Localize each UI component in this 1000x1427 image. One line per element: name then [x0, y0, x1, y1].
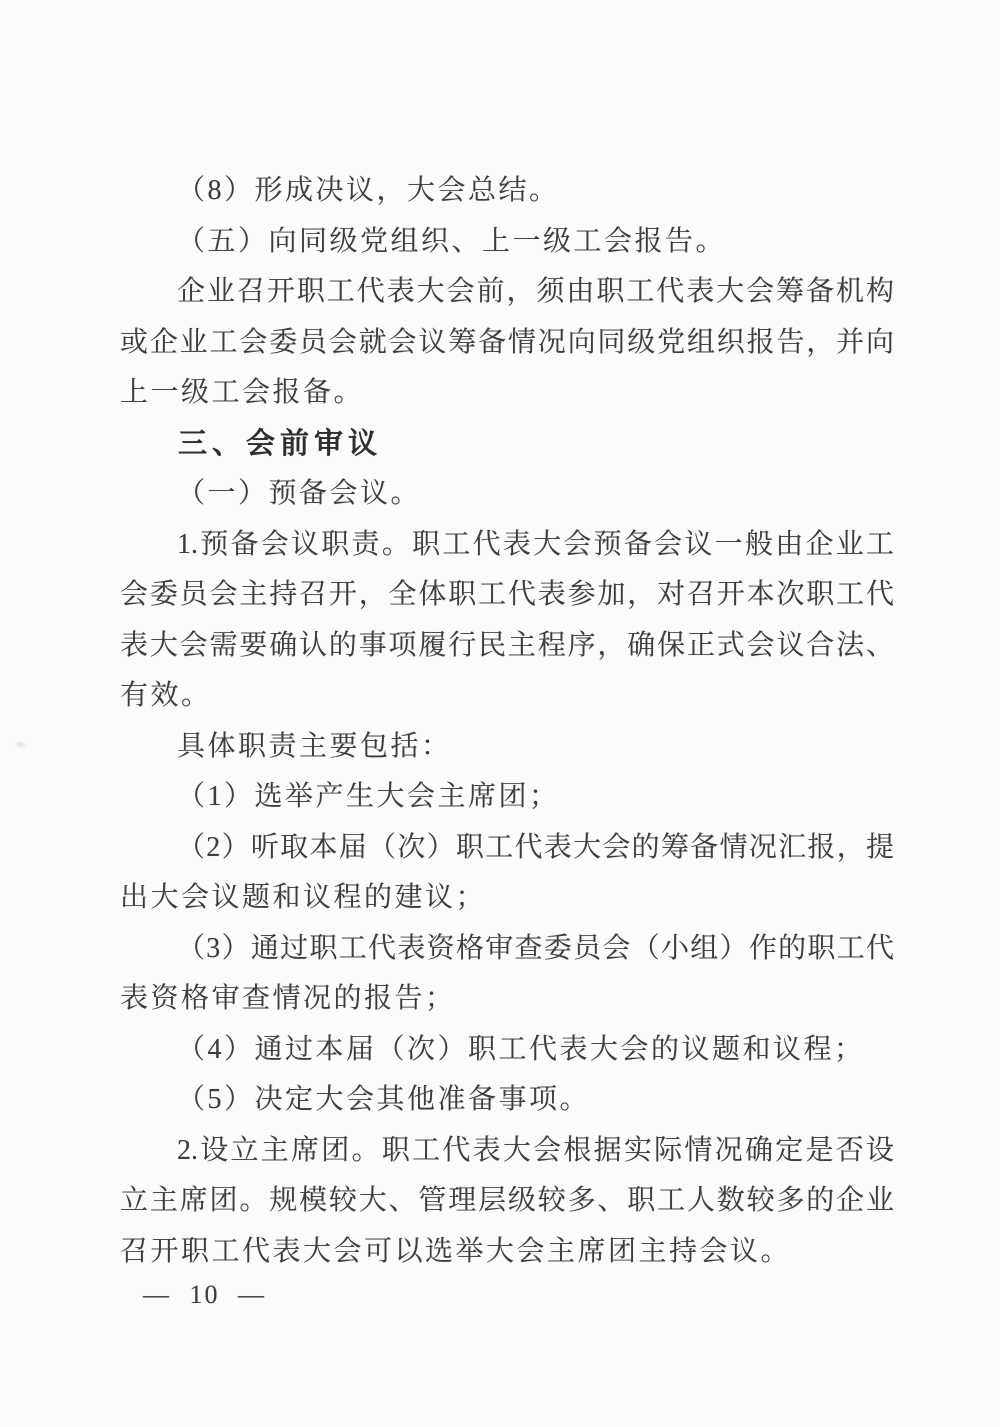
text-line: （2）听取本届（次）职工代表大会的筹备情况汇报，提 [177, 831, 894, 863]
text-line: 表大会需要确认的事项履行民主程序，确保正式会议合法、 [120, 629, 894, 661]
text-line: （3）通过职工代表资格审查委员会（小组）作的职工代 [177, 932, 894, 964]
text-line: 2.设立主席团。职工代表大会根据实际情况确定是否设 [177, 1134, 894, 1166]
text-line: （4）通过本届（次）职工代表大会的议题和议程； [177, 1033, 865, 1065]
scan-speck [16, 742, 25, 747]
text-line: 召开职工代表大会可以选举大会主席团主持会议。 [120, 1235, 792, 1267]
text-line: （一）预备会议。 [177, 478, 422, 509]
text-line: （1）选举产生大会主席团； [177, 781, 560, 812]
text-line: 有效。 [120, 680, 212, 711]
text-line: （5）决定大会其他准备事项。 [177, 1084, 591, 1115]
document-body [120, 166, 894, 1277]
text-line: 立主席团。规模较大、管理层级较多、职工人数较多的企业 [120, 1185, 894, 1216]
page-number: — 10 — [143, 1280, 266, 1309]
text-line: （8）形成决议，大会总结。 [177, 175, 560, 206]
text-line: 出大会议题和议程的建议； [120, 882, 487, 913]
text-line: 或企业工会委员会就会议筹备情况向同级党组织报告，并向 [120, 326, 894, 358]
text-line: 1.预备会议职责。职工代表大会预备会议一般由企业工 [177, 528, 894, 560]
text-line: 上一级工会报备。 [120, 377, 365, 408]
text-line: 具体职责主要包括： [177, 730, 452, 762]
text-line: 企业召开职工代表大会前，须由职工代表大会筹备机构 [177, 276, 894, 307]
section-heading: 三、会前审议 [178, 427, 383, 460]
text-line: 会委员会主持召开，全体职工代表参加，对召开本次职工代 [120, 579, 894, 610]
text-line: 表资格审查情况的报告； [120, 983, 456, 1014]
text-line: （五）向同级党组织、上一级工会报告。 [177, 225, 727, 257]
